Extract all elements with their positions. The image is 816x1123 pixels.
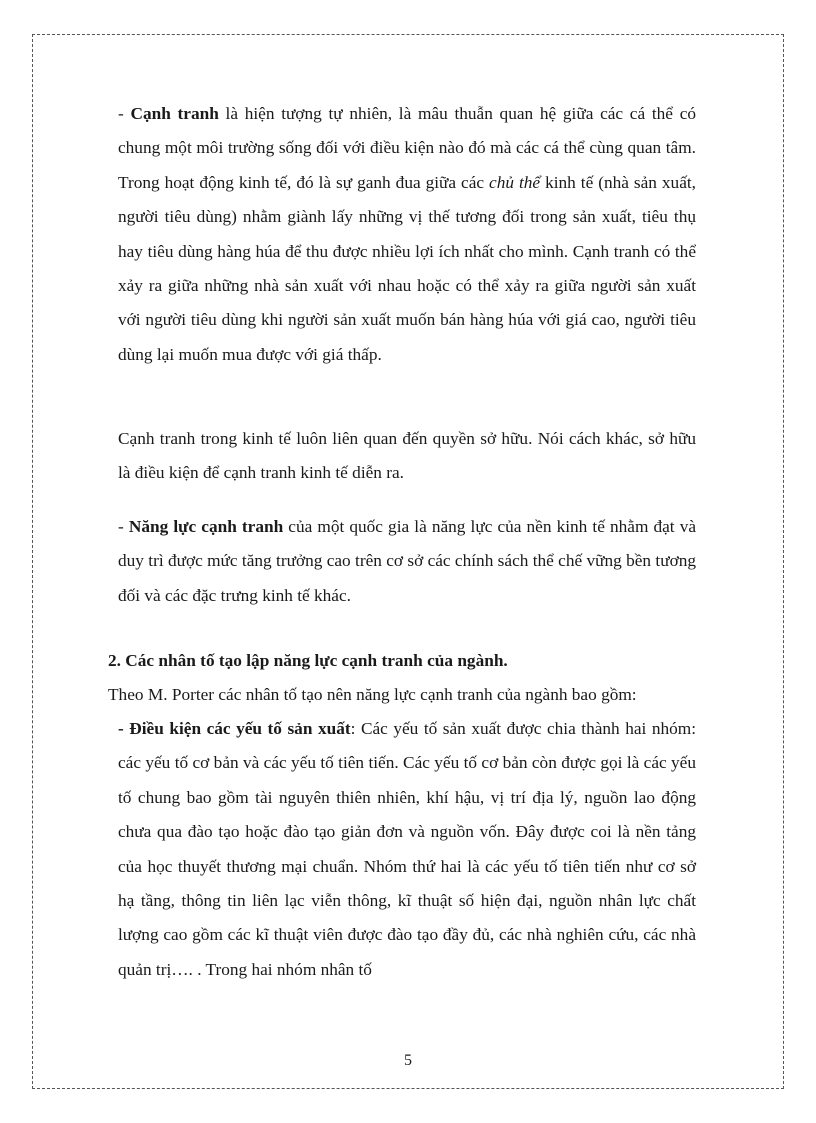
- term-competition: Cạnh tranh: [130, 104, 219, 123]
- italic-term-subject: chủ thể: [489, 172, 541, 192]
- paragraph-text: là hiện tượng tự nhiên, là mâu thuẫn quan hệ giữa các cá thể có chung một môi trường sống đối với điều kiện nào đó mà các cá thể cùng quan tâm. Trong hoạt động kinh tế, đó là sự ganh đua giữa các: [118, 104, 696, 192]
- section-heading: 2. Các nhân tố tạo lập năng lực cạnh tranh của ngành.: [108, 651, 508, 670]
- paragraph-competition-ownership: Cạnh tranh trong kinh tế luôn liên quan đến quyền sở hữu. Nói cách khác, sở hữu là điều kiện để cạnh tranh kinh tế diễn ra.: [118, 429, 696, 483]
- paragraph-competitiveness-definition: [118, 510, 696, 613]
- paragraph-factor-conditions: [118, 712, 696, 987]
- term-factor-conditions: - Điều kiện các yếu tố sản xuất: [118, 719, 351, 738]
- paragraph-competition-definition: [118, 97, 696, 372]
- page-number: 5: [404, 1052, 412, 1069]
- section-intro: Theo M. Porter các nhân tố tạo nên năng lực cạnh tranh của ngành bao gồm:: [108, 685, 637, 704]
- paragraph-lead-dash: -: [118, 104, 131, 123]
- term-competitiveness: Năng lực cạnh tranh: [128, 517, 284, 536]
- paragraph-lead-dash: -: [118, 517, 129, 536]
- paragraph-text: của một quốc gia là năng lực của nền kinh tế nhằm đạt và duy trì được mức tăng trưởng cao trên cơ sở các chính sách thể chế vững bền tương đối và các đặc trưng kinh tế khác.: [118, 517, 697, 605]
- paragraph-text: kinh tế (nhà sản xuất, người tiêu dùng) nhằm giành lấy những vị thế tương đối trong sản xuất, tiêu thụ hay tiêu dùng hàng húa để thu được nhiều lợi ích nhất cho mình. Cạnh tranh có thể xảy ra giữa những nhà sản xuất với nhau hoặc có thể xảy ra giữa người sản xuất với người tiêu dùng khi người sản xuất muốn bán hàng húa với giá cao, người tiêu dùng lại muốn mua được với giá thấp.: [118, 172, 696, 364]
- paragraph-text: : Các yếu tố sản xuất được chia thành hai nhóm: các yếu tố cơ bản và các yếu tố tiên tiến. Các yếu tố cơ bản còn được gọi là các yếu tố chung bao gồm tài nguyên thiên nhiên, khí hậu, vị trí địa lý, nguồn lao động chưa qua đào tạo hoặc đào tạo giản đơn và nguồn vốn. Đây được coi là nền tảng của học thuyết thương mại chuẩn. Nhóm thứ hai là các yếu tố tiên tiến như cơ sở hạ tầng, thông tin liên lạc viễn thông, kĩ thuật số hiện đại, nguồn nhân lực chất lượng cao gồm các kĩ thuật viên được đào tạo đầy đủ, các nhà nghiên cứu, các nhà quản trị…. . Trong hai nhóm nhân tố: [118, 719, 696, 979]
